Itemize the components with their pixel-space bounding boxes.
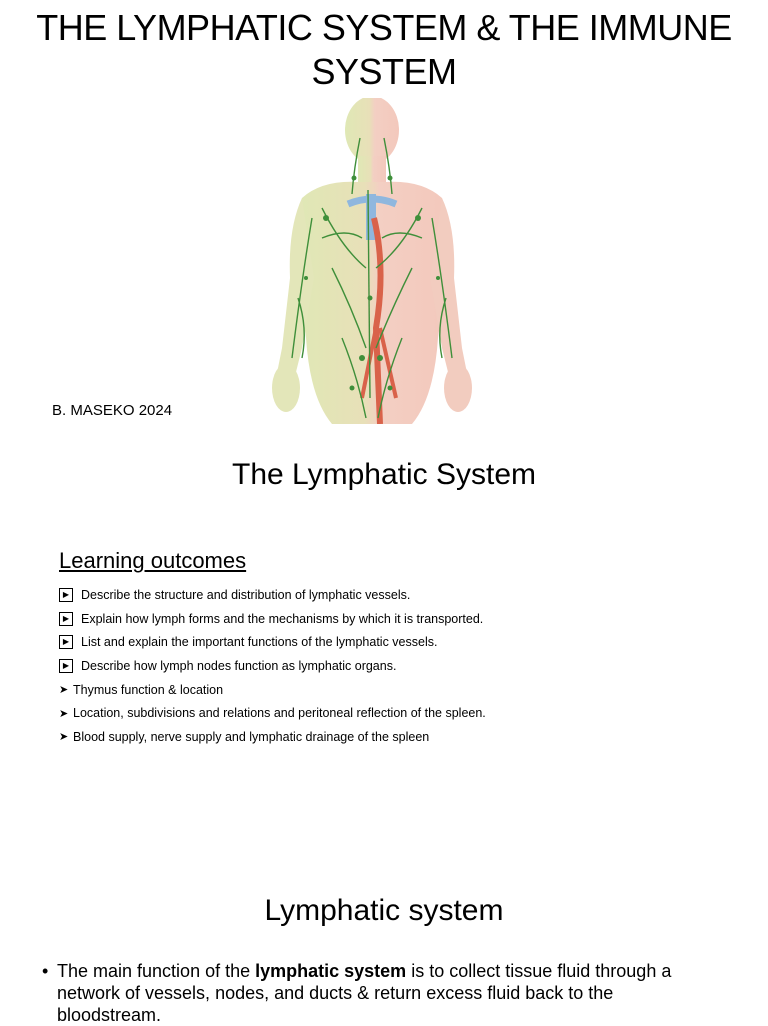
lymphatic-body-illustration xyxy=(262,98,482,424)
boxed-arrow-icon: ▶ xyxy=(59,635,73,649)
chevron-right-icon: ➤ xyxy=(59,707,69,720)
chevron-right-icon: ➤ xyxy=(59,684,69,697)
boxed-arrow-icon: ▶ xyxy=(59,588,73,602)
outcome-item: ▶ Describe how lymph nodes function as lymphatic organs. xyxy=(59,654,486,678)
bullet-text: The main function of the lymphatic system is to collect tissue fluid through a network of vessels, nodes, and ducts & return excess fluid back to the bloodstream. xyxy=(57,961,672,1025)
title-slide xyxy=(0,0,768,440)
slide-title: The Lymphatic System xyxy=(232,458,536,491)
outcome-item: ➤ Blood supply, nerve supply and lymphatic drainage of the spleen xyxy=(59,729,430,744)
main-title: THE LYMPHATIC SYSTEM & THE IMMUNE SYSTEM xyxy=(36,7,732,92)
boxed-arrow-icon: ▶ xyxy=(59,612,73,626)
slide-title: Lymphatic system xyxy=(264,894,504,927)
learning-outcomes-heading: Learning outcomes xyxy=(59,548,247,573)
outcome-item: ▶ List and explain the important functions of the lymphatic vessels. xyxy=(59,630,486,654)
learning-outcomes-slide xyxy=(0,440,768,880)
lymphatic-system-slide xyxy=(0,880,768,1024)
bullet-point xyxy=(42,960,702,1026)
bullet-icon: • xyxy=(42,961,49,981)
author-credit: B. MASEKO 2024 xyxy=(52,402,173,419)
outcome-item: ➤ Location, subdivisions and relations and peritoneal reflection of the spleen. xyxy=(59,706,486,721)
boxed-arrow-icon: ▶ xyxy=(59,659,73,673)
outcome-item: ▶ Describe the structure and distribution of lymphatic vessels. xyxy=(59,583,486,607)
chevron-right-icon: ➤ xyxy=(59,731,69,744)
outcome-item: ▶ Explain how lymph forms and the mechanisms by which it is transported. xyxy=(59,607,486,631)
outcome-item: ➤ Thymus function & location xyxy=(59,682,224,697)
outcomes-list xyxy=(59,583,486,749)
